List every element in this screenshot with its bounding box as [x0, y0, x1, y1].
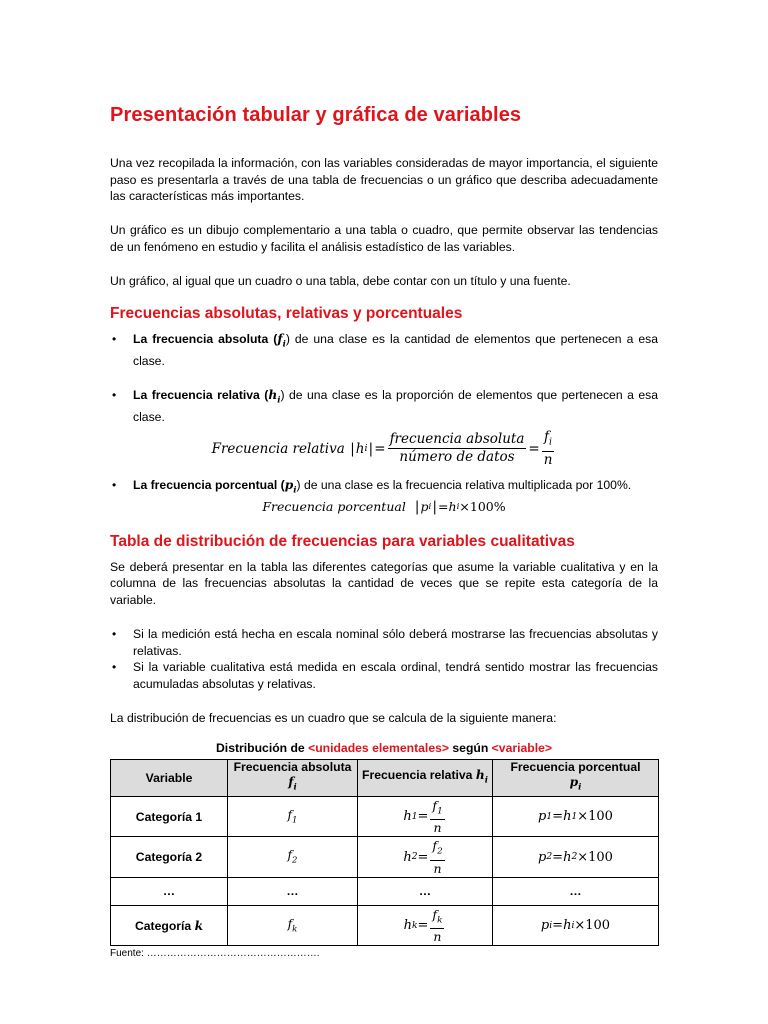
table-row: Categoría k $f_k$ h k = $\frac{f_k}{n}$ p i = h i ×100	[111, 905, 659, 946]
list-item-absolute: • La frecuencia absoluta $(f_i)$ de una clase es la cantidad de elementos que pertenecen a esa clase.	[112, 332, 658, 369]
formula-percent-frequency: Frecuencia porcentual | p i | = h i ×100%	[262, 498, 506, 515]
bullet-icon: •	[112, 626, 117, 641]
table-row: Categoría 2 $f_2$ h 2 = $\frac{f_2}{n}$ p 2 = h 2 ×100	[111, 837, 659, 878]
header-relative: Frecuencia relativa $h_i$	[358, 760, 493, 796]
list-item-relative: • La frecuencia relativa $(h_i)$ de una clase es la proporción de elementos que pertenecen a esa clase.	[112, 388, 658, 425]
intro-paragraph-2: Un gráfico es un dibujo complementario a una tabla o cuadro, que permite observar las tendencias de un fenómeno en estudio y facilita el análisis estadístico de las variables.	[110, 223, 658, 254]
page-title: Presentación tabular y gráfica de variables	[110, 104, 522, 126]
intro-paragraph-1: Una vez recopilada la información, con las variables consideradas de mayor importancia, el siguiente paso es presentarla a través de una tabla de frecuencias o un gráfico que describa adecuadamente las características más importantes.	[110, 156, 658, 204]
scale-list	[110, 626, 658, 693]
table-row: Categoría 1 $f_1$ h 1 = $\frac{f_1}{n}$ p 1 = h 1 ×100	[111, 796, 659, 837]
section-heading-frecuencias: Frecuencias absolutas, relativas y porcentuales	[110, 305, 463, 323]
document-content	[110, 104, 658, 959]
table-header-row	[111, 760, 659, 796]
list-item-nominal: • Si la medición está hecha en escala nominal sólo deberá mostrarse las frecuencias absolutas y relativas.	[112, 626, 658, 658]
bullet-icon: •	[112, 332, 117, 347]
list-item-percent: • La frecuencia porcentual $(p_i)$ de una clase es la frecuencia relativa multiplicada por 100%.	[112, 477, 632, 496]
table-source: Fuente: …………………………………………….	[110, 948, 320, 960]
intro-paragraph-3: Un gráfico, al igual que un cuadro o una tabla, debe contar con un título y una fuente.	[110, 273, 571, 288]
list-item-ordinal: • Si la variable cualitativa está medida en escala ordinal, tendrá sentido mostrar las frecuencias acumuladas absolutas y relativas.	[112, 660, 658, 691]
header-percent: Frecuencia porcentual $p_i$	[493, 760, 659, 796]
frequency-table	[110, 759, 659, 946]
fraction-words: $\frac{\text{frecuencia absoluta}}{\text{número de datos}}$	[389, 431, 525, 466]
formula-relative-frequency: Frecuencia relativa | h i | = $\frac{\text{frecuencia absoluta}}{\text{número de datos}}$ = $\frac{f_i}{n}$	[211, 428, 553, 468]
table-row-ellipsis: … … … …	[111, 877, 659, 905]
symbol-fi: $f_i$	[277, 332, 286, 350]
bullet-icon: •	[112, 660, 117, 675]
fraction-symbols: $\frac{f_i}{n}$	[543, 428, 553, 468]
section2-paragraph: Se deberá presentar en la tabla las diferentes categorías que asume la variable cualitativa y en la columna de las frecuencias absolutas la cantidad de veces que se repite esta categoría de la variable.	[110, 559, 658, 608]
bullet-icon: •	[112, 388, 117, 403]
header-variable: Variable	[111, 760, 228, 796]
header-absolute: Frecuencia absoluta $f_i$	[228, 760, 358, 796]
symbol-hi: $h_i$	[268, 388, 281, 406]
frequency-definitions-list-2	[110, 477, 658, 499]
frequency-definitions-list	[110, 331, 658, 426]
section-heading-tabla: Tabla de distribución de frecuencias para variables cualitativas	[110, 532, 575, 550]
bullet-icon: •	[112, 477, 117, 492]
symbol-pi: $p_i$	[284, 477, 297, 496]
table-intro-paragraph: La distribución de frecuencias es un cuadro que se calcula de la siguiente manera:	[110, 710, 557, 725]
table-caption: Distribución de <unidades elementales> según <variable>	[216, 741, 552, 756]
